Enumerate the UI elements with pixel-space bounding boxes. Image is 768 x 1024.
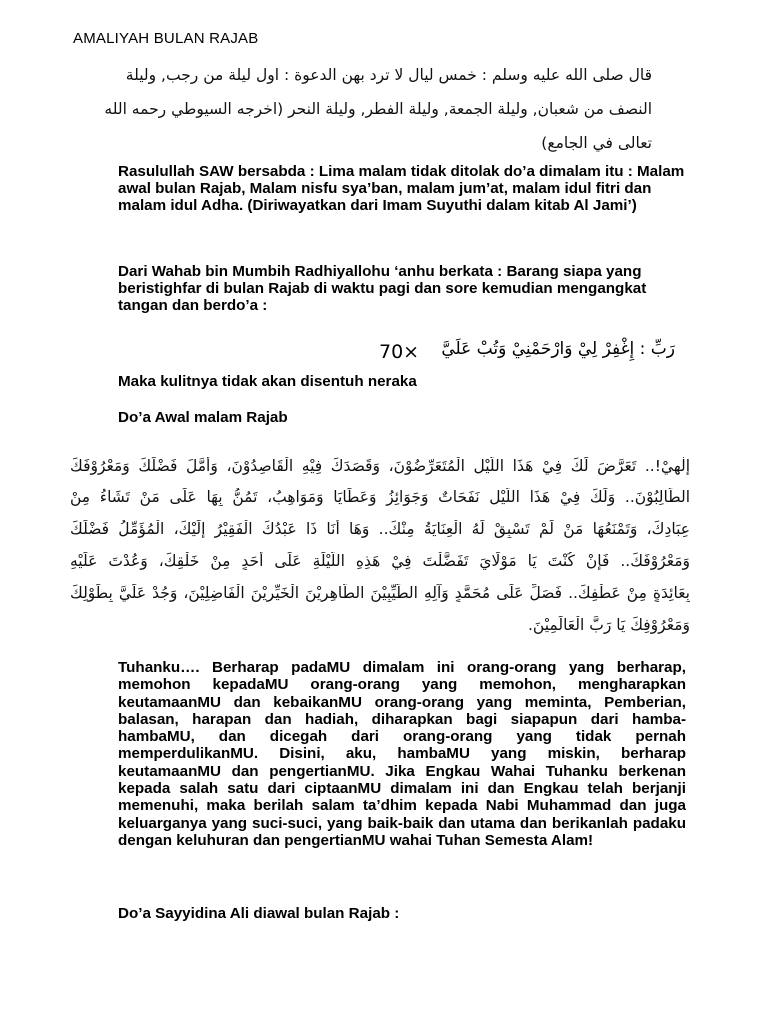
istighfar-arabic: رَبِّ : إِغْفِرْ لِيْ وَارْحَمْنِيْ وَتُبْ عَلَيَّ — [441, 339, 675, 359]
doa-arabic — [70, 450, 690, 650]
wahab-paragraph: Dari Wahab bin Mumbih Radhiyallohu ‘anhu berkata : Barang siapa yang beristighfar di bulan Rajab di waktu pagi dan sore kemudian mengangkat tangan dan berdo’a : — [118, 263, 647, 314]
doa-arabic-line: الطَّالِبُوْنَ.. وَلَكَ فِيْ هَذَا اللَّيْلِ نَفَحَاتٌ وَجَوَائِزُ وَعَطَايَا وَمَوَاهِبُ، تَمُنُّ بِهَا عَلَى مَنْ تَشَاءُ مِنْ — [70, 488, 690, 506]
hadith-translation: Rasulullah SAW bersabda : Lima malam tidak ditolak do’a dimalam itu : Malam awal bulan Rajab, Malam nisfu sya’ban, malam jum’at, malam idul fitri dan malam idul Adha. (Diriwayatkan dari Imam Suyuthi dalam kitab Al Jami’) — [118, 163, 685, 214]
page-title: AMALIYAH BULAN RAJAB — [73, 30, 259, 47]
doa-heading: Do’a Awal malam Rajab — [118, 409, 288, 426]
doa-arabic-line: وَمَعْرُوْفِكَ يَا رَبَّ الْعَالَمِيْنَ. — [528, 616, 690, 634]
neraka-line: Maka kulitnya tidak akan disentuh neraka — [118, 373, 417, 390]
istighfar-count: 70× — [379, 341, 420, 363]
hadith-arabic-line: قال صلى الله عليه وسلم : خمس ليال لا ترد بهن الدعوة : اول ليلة من رجب, وليلة — [125, 66, 652, 84]
doa-arabic-line: عِبَادِكَ، وَتَمْنَعُهَا مَنْ لَمْ تَسْبِقْ لَهُ الْعِنَايَةُ مِنْكَ.. وَهَا أَنَا ذَا عَبْدُكَ الْفَقِيْرُ إِلَيْكَ، الْمُؤَمِّلُ فَضْلَكَ — [70, 520, 690, 538]
doa-arabic-line: بِعَائِدَةٍ مِنْ عَطْفِكَ.. فَصَلِّ عَلَى مُحَمَّدٍ وَآلِهِ الطَّيِّبِيْنَ الطَّاهِرِيْنَ الْخَيِّرِيْنَ الْفَاضِلِيْنَ، وَجُدْ عَلَيَّ بِطَوْلِكَ — [70, 584, 690, 602]
istighfar-line — [375, 337, 675, 367]
doa-translation: Tuhanku…. Berharap padaMU dimalam ini orang-orang yang berharap, memohon kepadaMU orang-orang yang memohon, mengharapkan keutamaanMU dan kebaikanMU orang-orang yang meminta, Pemberian, balasan, harapan dan hadiah, diharapkan bagi siapapun dari hamba-hambaMU, dan dicegah dari orang-orang yang tidak pernah memperdulikanMU. Disini, aku, hambaMU yang miskin, berharap keutamaanMU dan pengertianMU. Jika Engkau Wahai Tuhanku berkenan kepada salah satu dari ciptaanMU dimalam ini dan Engkau telah berjanji memenuhi, maka berilah salam ta’dhim kepada Nabi Muhammad dan juga keluarganya yang suci-suci, yang baik-baik dan utama dan berikanlah padaku dengan keluhuran dan pengertianMU wahai Tuhan Semesta Alam! — [118, 659, 686, 849]
ali-heading: Do’a Sayyidina Ali diawal bulan Rajab : — [118, 905, 400, 922]
doa-arabic-line: إِلٰهِيْ!.. تَعَرَّضَ لَكَ فِيْ هَذَا اللَّيْلِ الْمُتَعَرِّضُوْنَ، وَقَصَدَكَ فِيْهِ الْقَاصِدُوْنَ، وَأَمَّلَ فَضْلَكَ وَمَعْرُوْفَكَ — [70, 457, 690, 475]
hadith-arabic-line: النصف من شعبان, وليلة الجمعة, وليلة الفطر, وليلة النحر (اخرجه السيوطي رحمه الله — [104, 100, 652, 118]
doa-arabic-line: وَمَعْرُوْفَكَ.. فَإِنْ كُنْتَ يَا مَوْلَايَ تَفَضَّلْتَ فِيْ هَذِهِ اللَّيْلَةِ عَلَى أَحَدٍ مِنْ خَلْقِكَ، وَعُدْتَ عَلَيْهِ — [70, 552, 690, 570]
hadith-arabic-line: تعالى في الجامع) — [541, 134, 652, 152]
